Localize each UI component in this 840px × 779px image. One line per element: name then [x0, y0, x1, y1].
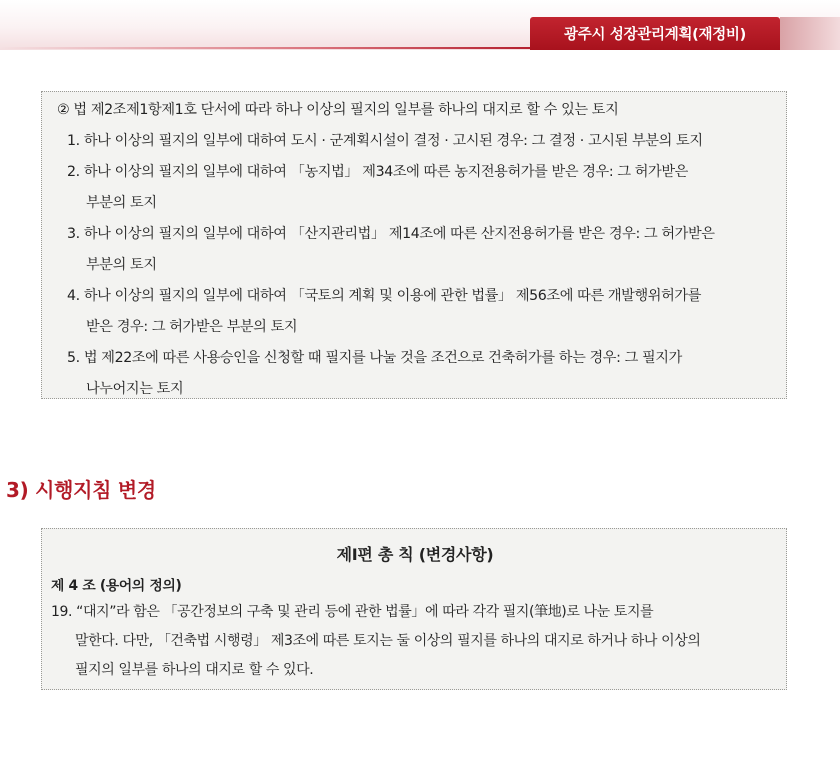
excerpt-item-3-cont: 부분의 토지: [86, 257, 157, 273]
document-title-tab: [530, 17, 780, 50]
excerpt-item-5: 5. 법 제22조에 따른 사용승인을 신청할 때 필지를 나눌 것을 조건으로 건축허가를 하는 경우: 그 필지가: [67, 350, 682, 366]
law-excerpt-box: [41, 91, 787, 399]
section-heading: 3) 시행지침 변경: [6, 478, 156, 502]
article-heading: 제 4 조 (용어의 정의): [51, 578, 182, 594]
excerpt-item-4-cont: 받은 경우: 그 허가받은 부분의 토지: [86, 319, 298, 335]
excerpt-item-5-cont: 나누어지는 토지: [86, 381, 184, 397]
article-line-2: 말한다. 다만, 「건축법 시행령」 제3조에 따른 토지는 둘 이상의 필지를 하나의 대지로 하거나 하나 이상의: [75, 633, 701, 649]
guideline-change-box: [41, 528, 787, 690]
excerpt-item-2: 2. 하나 이상의 필지의 일부에 대하여 「농지법」 제34조에 따른 농지전용허가를 받은 경우: 그 허가받은: [67, 164, 688, 180]
excerpt-intro: ② 법 제2조제1항제1호 단서에 따라 하나 이상의 필지의 일부를 하나의 대지로 할 수 있는 토지: [57, 102, 619, 118]
excerpt-item-4: 4. 하나 이상의 필지의 일부에 대하여 「국토의 계획 및 이용에 관한 법률」 제56조에 따른 개발행위허가를: [67, 288, 702, 304]
guideline-box-title: 제Ⅰ편 총 칙 (변경사항): [336, 545, 494, 564]
header-tab-shadow: [780, 17, 840, 50]
excerpt-item-1: 1. 하나 이상의 필지의 일부에 대하여 도시 · 군계획시설이 결정 · 고시된 경우: 그 결정 · 고시된 부분의 토지: [67, 133, 703, 149]
article-line-3: 필지의 일부를 하나의 대지로 할 수 있다.: [75, 662, 314, 678]
article-line-1: 19. “대지”라 함은 「공간정보의 구축 및 관리 등에 관한 법률」에 따라 각각 필지(筆地)로 나눈 토지를: [51, 604, 654, 620]
excerpt-item-3: 3. 하나 이상의 필지의 일부에 대하여 「산지관리법」 제14조에 따른 산지전용허가를 받은 경우: 그 허가받은: [67, 226, 715, 242]
excerpt-item-2-cont: 부분의 토지: [86, 195, 157, 211]
document-title: 광주시 성장관리계획(재정비): [564, 27, 746, 43]
header-rule: [0, 47, 532, 49]
